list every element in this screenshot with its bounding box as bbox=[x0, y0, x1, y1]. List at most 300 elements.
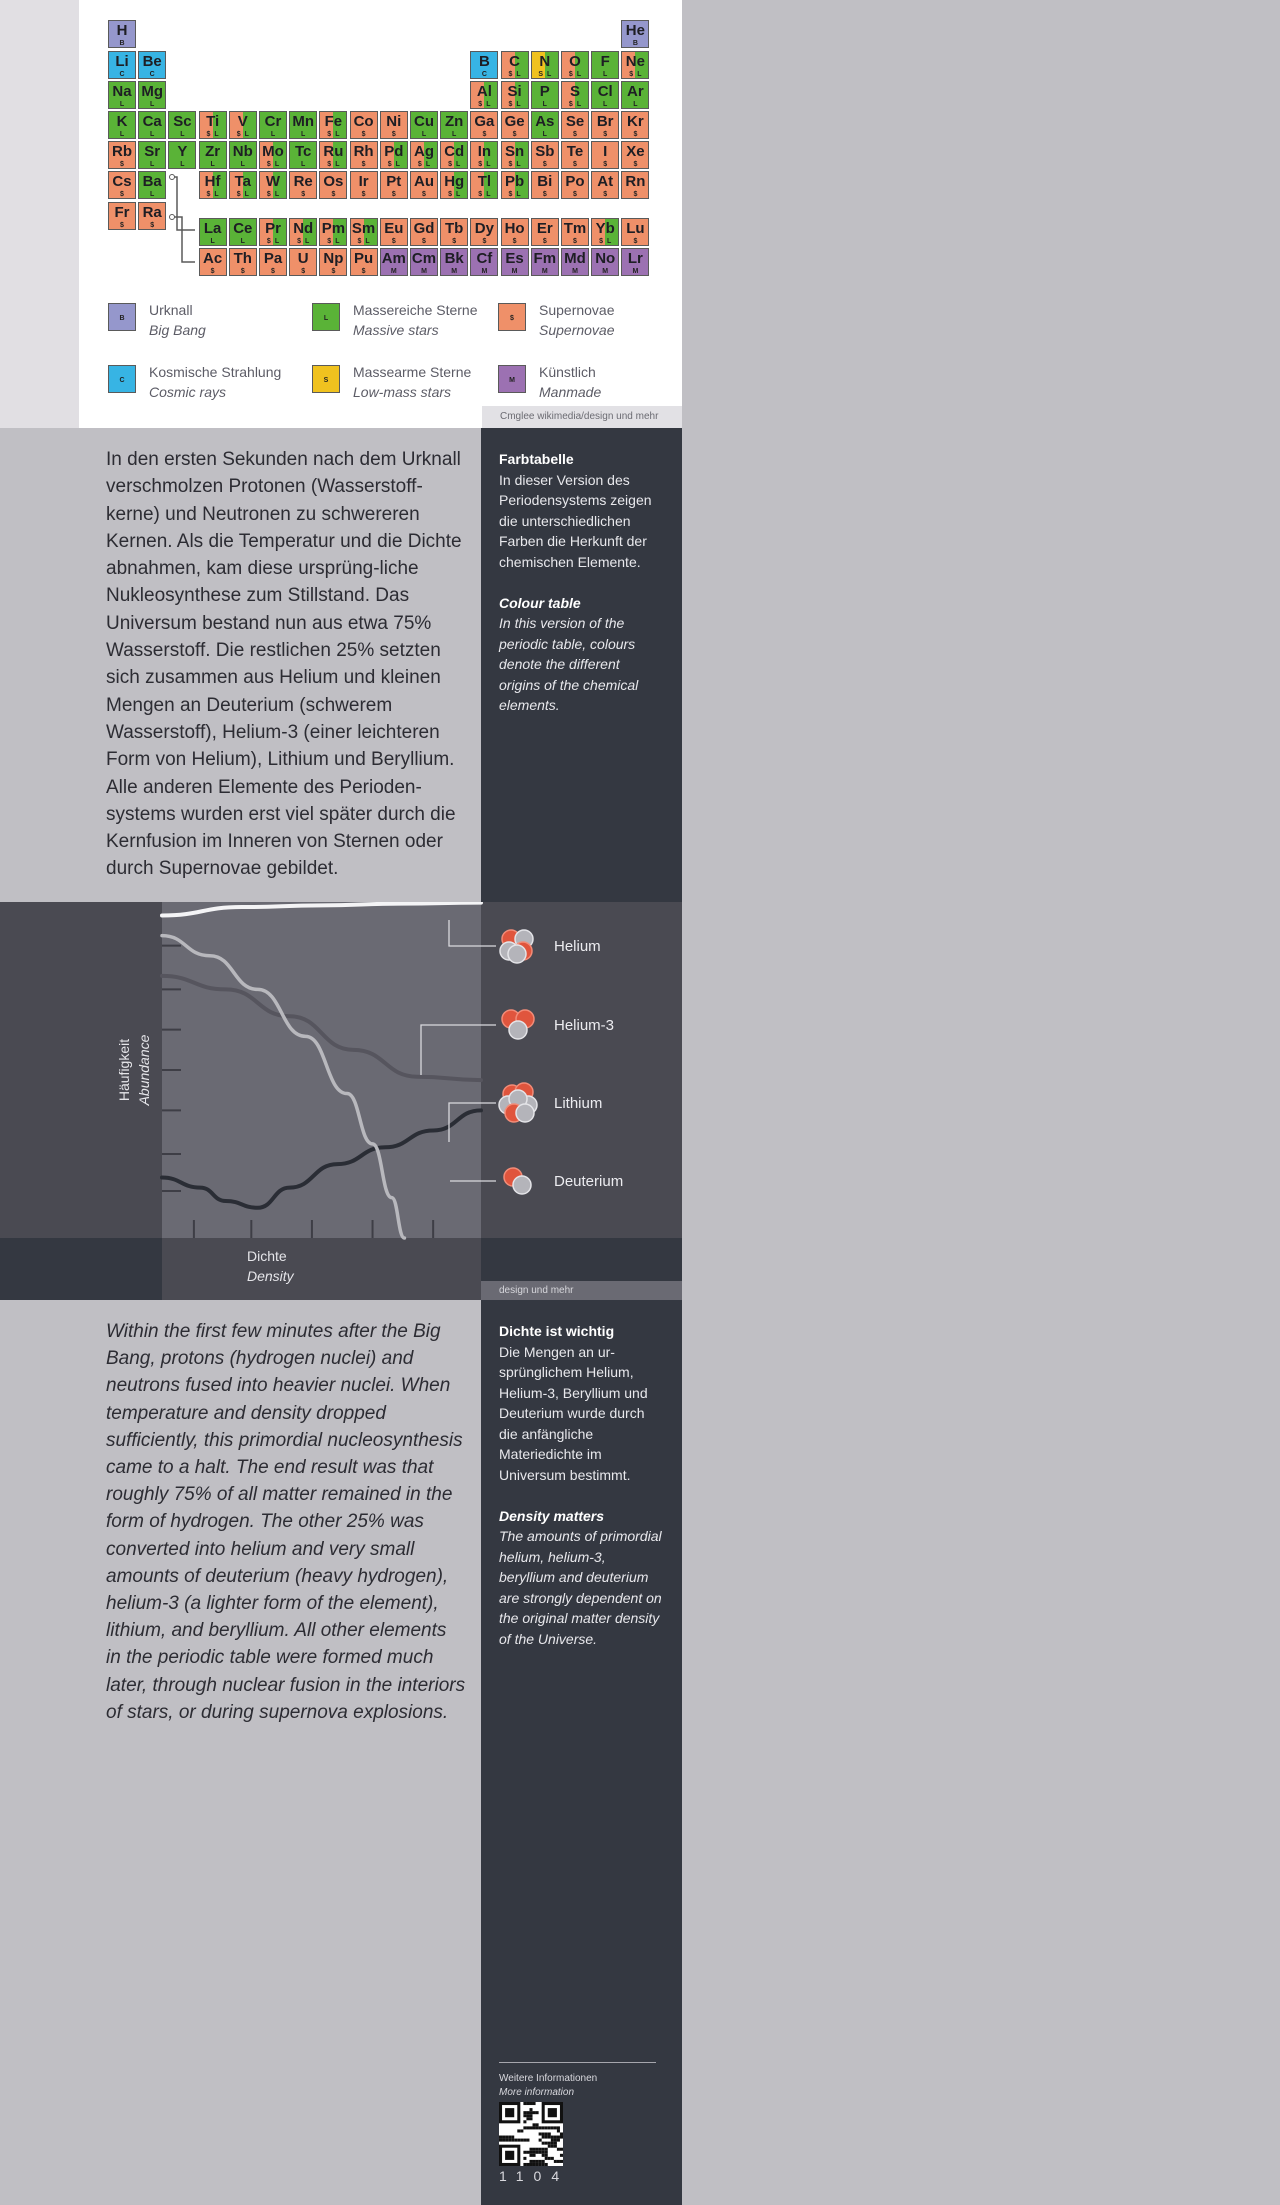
element-origin-codes: L bbox=[150, 161, 155, 168]
element-symbol: Nb bbox=[232, 143, 253, 160]
element-au bbox=[410, 171, 438, 199]
element-symbol: Tm bbox=[563, 220, 587, 237]
element-symbol: Md bbox=[564, 250, 586, 267]
element-tm bbox=[561, 218, 589, 246]
element-cf bbox=[470, 248, 498, 276]
element-ce bbox=[229, 218, 257, 246]
element-origin-codes: L bbox=[542, 101, 547, 108]
element-u bbox=[289, 248, 317, 276]
element-th bbox=[229, 248, 257, 276]
element-origin-codes: L bbox=[603, 101, 608, 108]
element-he bbox=[621, 20, 649, 48]
element-na bbox=[108, 81, 136, 109]
element-origin-codes: $ bbox=[512, 131, 517, 138]
element-symbol: Y bbox=[177, 143, 188, 160]
element-fm bbox=[531, 248, 559, 276]
element-rh bbox=[350, 141, 378, 169]
element-symbol: Rb bbox=[112, 143, 132, 160]
element-sb bbox=[531, 141, 559, 169]
element-symbol: Ru bbox=[323, 143, 344, 160]
element-symbol: Pa bbox=[263, 250, 283, 267]
table-credit: Cmglee wikimedia/design und mehr bbox=[482, 406, 682, 428]
element-origin-codes: $ L bbox=[206, 131, 219, 138]
element-symbol: Po bbox=[565, 173, 585, 190]
element-symbol: Br bbox=[596, 113, 614, 130]
element-symbol: Sn bbox=[505, 143, 525, 160]
element-origin-codes: $ L bbox=[266, 161, 280, 168]
legend-label: Supernovae Supernovae bbox=[539, 302, 615, 338]
sidebar2-text-en: The amounts of primordial helium, helium-3, beryllium and deuterium are strongly dependent on the original matter density of the Universe. bbox=[499, 1528, 662, 1647]
element-symbol: Pm bbox=[321, 220, 346, 237]
element-mn bbox=[289, 111, 317, 139]
element-ir bbox=[350, 171, 378, 199]
element-origin-codes: $ L bbox=[508, 101, 521, 108]
element-symbol: Nd bbox=[293, 220, 314, 237]
element-origin-codes: $ bbox=[482, 131, 487, 138]
element-origin-codes: $ L bbox=[417, 161, 431, 168]
element-origin-codes: $ bbox=[603, 161, 608, 168]
element-origin-codes: $ bbox=[391, 238, 396, 245]
element-origin-codes: L bbox=[633, 101, 638, 108]
element-origin-codes: L bbox=[210, 161, 215, 168]
element-origin-codes: $ bbox=[301, 191, 306, 198]
legend-label: Kosmische Strahlung Cosmic rays bbox=[149, 364, 282, 400]
element-symbol: B bbox=[478, 53, 490, 70]
element-lu bbox=[621, 218, 649, 246]
element-symbol: Mo bbox=[262, 143, 284, 160]
element-origin-codes: B bbox=[632, 40, 638, 47]
element-symbol: Fe bbox=[324, 113, 343, 130]
element-symbol: Sb bbox=[535, 143, 555, 160]
element-origin-codes: C bbox=[119, 71, 125, 78]
element-symbol: In bbox=[477, 143, 492, 160]
element-symbol: Ra bbox=[142, 204, 162, 221]
element-symbol: U bbox=[297, 250, 309, 267]
element-origin-codes: $ L bbox=[448, 161, 461, 168]
element-origin-codes: $ bbox=[301, 268, 306, 275]
x-axis-label-de: Dichte bbox=[247, 1248, 287, 1264]
element-cs bbox=[108, 171, 136, 199]
element-origin-codes: $ bbox=[512, 238, 517, 245]
more-info-en: More information bbox=[499, 2087, 575, 2098]
element-origin-codes: $ bbox=[120, 161, 124, 168]
element-symbol: No bbox=[595, 250, 616, 267]
element-symbol: La bbox=[203, 220, 222, 237]
element-symbol: I bbox=[603, 143, 608, 160]
element-symbol: Pd bbox=[384, 143, 404, 160]
element-symbol: Pb bbox=[505, 173, 525, 190]
element-symbol: Hg bbox=[444, 173, 465, 190]
element-fe bbox=[319, 111, 347, 139]
element-symbol: Cr bbox=[264, 113, 282, 130]
element-origin-codes: $ bbox=[361, 161, 366, 168]
element-origin-codes: $ bbox=[542, 191, 547, 198]
element-origin-codes: $ L bbox=[448, 191, 461, 198]
sidebar-colour-table bbox=[499, 449, 664, 716]
element-symbol: Al bbox=[476, 83, 492, 100]
element-pt bbox=[380, 171, 408, 199]
element-la bbox=[199, 218, 227, 246]
element-origin-codes: $ bbox=[573, 191, 577, 198]
element-origin-codes: $ bbox=[120, 191, 124, 198]
element-origin-codes: M bbox=[541, 268, 548, 275]
element-mg bbox=[138, 81, 166, 109]
element-origin-codes: $ bbox=[271, 268, 275, 275]
element-origin-codes: $ L bbox=[387, 161, 400, 168]
element-nb bbox=[229, 141, 257, 169]
sidebar-density bbox=[499, 1321, 664, 1649]
element-origin-codes: L bbox=[119, 101, 125, 108]
element-origin-codes: L bbox=[301, 131, 306, 138]
element-se bbox=[561, 111, 589, 139]
element-ne bbox=[621, 51, 649, 79]
neutron bbox=[513, 1176, 531, 1194]
element-am bbox=[380, 248, 408, 276]
element-symbol: He bbox=[625, 22, 645, 39]
label-panel-base bbox=[481, 1238, 682, 1281]
sidebar-text-en: In this version of the periodic table, colours denote the different origins of the chemical elements. bbox=[499, 615, 639, 713]
element-symbol: Cu bbox=[414, 113, 434, 130]
element-be bbox=[138, 51, 166, 79]
element-pb bbox=[501, 171, 529, 199]
element-in bbox=[470, 141, 498, 169]
chart-credit: design und mehr bbox=[481, 1281, 682, 1300]
element-origin-codes: L bbox=[150, 191, 155, 198]
legend-label: Urknall Big Bang bbox=[149, 302, 206, 338]
element-origin-codes: L bbox=[421, 131, 427, 138]
element-k bbox=[108, 111, 136, 139]
element-hf bbox=[199, 171, 227, 199]
element-symbol: C bbox=[509, 53, 521, 70]
element-symbol: Re bbox=[293, 173, 313, 190]
element-pr bbox=[259, 218, 287, 246]
legend-swatch: L bbox=[312, 303, 340, 331]
neutron bbox=[508, 945, 526, 963]
element-symbol: Mg bbox=[141, 83, 164, 100]
element-origin-codes: $ bbox=[603, 131, 608, 138]
element-origin-codes: $ bbox=[542, 238, 547, 245]
element-origin-codes: $ bbox=[422, 238, 426, 245]
element-symbol: Ni bbox=[386, 113, 402, 130]
element-symbol: Ca bbox=[142, 113, 162, 130]
element-origin-codes: L bbox=[542, 131, 547, 138]
element-cr bbox=[259, 111, 287, 139]
exhibit-code: 1104 bbox=[499, 2168, 570, 2184]
element-sn bbox=[501, 141, 529, 169]
element-origin-codes: $ L bbox=[508, 161, 521, 168]
element-kr bbox=[621, 111, 649, 139]
qr-code-icon[interactable] bbox=[499, 2102, 563, 2166]
element-symbol: Cs bbox=[112, 173, 132, 190]
element-symbol: Zn bbox=[445, 113, 464, 130]
element-origin-codes: $ bbox=[120, 222, 124, 229]
curve-label-2: Lithium bbox=[554, 1095, 603, 1112]
element-dy bbox=[470, 218, 498, 246]
element-symbol: O bbox=[569, 53, 581, 70]
element-origin-codes: $ bbox=[633, 191, 638, 198]
element-as bbox=[531, 111, 559, 139]
element-origin-codes: L bbox=[180, 161, 185, 168]
element-symbol: Eu bbox=[384, 220, 404, 237]
legend-label: Massereiche Sterne Massive stars bbox=[353, 302, 478, 338]
element-v bbox=[229, 111, 257, 139]
element-symbol: Be bbox=[142, 53, 162, 70]
element-ba bbox=[138, 171, 166, 199]
element-origin-codes: $ bbox=[452, 238, 457, 245]
abundance-chart bbox=[0, 902, 682, 1300]
element-symbol: Tb bbox=[445, 220, 464, 237]
element-origin-codes: $ bbox=[361, 268, 366, 275]
sidebar-title-de: Farbtabelle bbox=[499, 451, 574, 467]
element-symbol: Bk bbox=[444, 250, 464, 267]
element-n bbox=[531, 51, 559, 79]
element-symbol: Sr bbox=[144, 143, 161, 160]
element-po bbox=[561, 171, 589, 199]
x-axis-label-en: Density bbox=[247, 1268, 294, 1284]
element-origin-codes: $ L bbox=[508, 71, 521, 78]
element-ra bbox=[138, 202, 166, 230]
element-xe bbox=[621, 141, 649, 169]
element-symbol: K bbox=[116, 113, 128, 130]
element-origin-codes: C bbox=[481, 71, 487, 78]
neutron bbox=[516, 1104, 534, 1122]
corner-panel bbox=[0, 1238, 162, 1300]
element-origin-codes: $ L bbox=[478, 191, 491, 198]
element-tc bbox=[289, 141, 317, 169]
element-pa bbox=[259, 248, 287, 276]
element-origin-codes: L bbox=[210, 238, 215, 245]
element-origin-codes: $ bbox=[633, 161, 638, 168]
element-symbol: Yb bbox=[595, 220, 615, 237]
element-symbol: F bbox=[600, 53, 610, 70]
element-symbol: Ta bbox=[234, 173, 251, 190]
element-origin-codes: $ L bbox=[266, 191, 280, 198]
element-symbol: Rn bbox=[625, 173, 646, 190]
element-origin-codes: $ bbox=[361, 131, 366, 138]
element-symbol: Xe bbox=[626, 143, 645, 160]
element-symbol: Mn bbox=[292, 113, 315, 130]
element-tl bbox=[470, 171, 498, 199]
element-symbol: Cl bbox=[597, 83, 613, 100]
element-h bbox=[108, 20, 136, 48]
element-symbol: Th bbox=[233, 250, 252, 267]
element-hg bbox=[440, 171, 468, 199]
legend-swatch: M bbox=[498, 365, 526, 393]
element-ac bbox=[199, 248, 227, 276]
sidebar2-title-en: Density matters bbox=[499, 1507, 605, 1524]
element-symbol: Bi bbox=[537, 173, 553, 190]
element-origin-codes: $ L bbox=[266, 238, 280, 245]
element-symbol: Cd bbox=[444, 143, 465, 160]
sidebar-text-de: In dieser Version des Periodensystems zeigen die unterschiedlichen Farben die Herkunft der chemischen Elemente. bbox=[499, 471, 652, 570]
element-ar bbox=[621, 81, 649, 109]
y-axis-label-de: Häufigkeit bbox=[116, 1038, 132, 1102]
element-rn bbox=[621, 171, 649, 199]
element-symbol: Li bbox=[115, 53, 129, 70]
element-origin-codes: $ bbox=[240, 268, 245, 275]
element-origin-codes: $ L bbox=[236, 191, 249, 198]
element-symbol: Co bbox=[353, 113, 374, 130]
element-symbol: Rh bbox=[353, 143, 374, 160]
element-symbol: V bbox=[237, 113, 248, 130]
element-symbol: Ho bbox=[504, 220, 525, 237]
element-bk bbox=[440, 248, 468, 276]
legend-swatch: C bbox=[108, 365, 136, 393]
element-origin-codes: $ bbox=[482, 238, 487, 245]
element-origin-codes: L bbox=[150, 131, 155, 138]
element-o bbox=[561, 51, 589, 79]
element-pu bbox=[350, 248, 378, 276]
curve-label-0: Helium bbox=[554, 938, 601, 955]
element-symbol: Pt bbox=[386, 173, 402, 190]
element-cl bbox=[591, 81, 619, 109]
element-lr bbox=[621, 248, 649, 276]
element-symbol: Fm bbox=[533, 250, 557, 267]
element-c bbox=[501, 51, 529, 79]
element-origin-codes: $ L bbox=[508, 191, 521, 198]
element-zn bbox=[440, 111, 468, 139]
element-origin-codes: M bbox=[481, 268, 488, 275]
element-origin-codes: M bbox=[511, 268, 518, 275]
x-axis-panel bbox=[162, 1238, 481, 1300]
more-information bbox=[499, 2062, 656, 2100]
element-br bbox=[591, 111, 619, 139]
element-origin-codes: $ L bbox=[206, 191, 219, 198]
element-origin-codes: $ bbox=[573, 131, 577, 138]
element-origin-codes: $ L bbox=[236, 131, 249, 138]
element-md bbox=[561, 248, 589, 276]
element-symbol: Ne bbox=[625, 53, 645, 70]
element-symbol: Es bbox=[505, 250, 524, 267]
element-ga bbox=[470, 111, 498, 139]
element-ag bbox=[410, 141, 438, 169]
element-symbol: Ac bbox=[203, 250, 223, 267]
element-origin-codes: S L bbox=[538, 71, 552, 78]
element-ho bbox=[501, 218, 529, 246]
element-origin-codes: M bbox=[572, 268, 578, 275]
element-cm bbox=[410, 248, 438, 276]
element-tb bbox=[440, 218, 468, 246]
element-origin-codes: $ L bbox=[297, 238, 310, 245]
element-ti bbox=[199, 111, 227, 139]
element-ni bbox=[380, 111, 408, 139]
element-symbol: Gd bbox=[413, 220, 435, 237]
element-origin-codes: $ L bbox=[478, 101, 491, 108]
element-w bbox=[259, 171, 287, 199]
element-origin-codes: L bbox=[240, 238, 245, 245]
sidebar-title-en: Colour table bbox=[499, 594, 581, 611]
element-symbol: Ge bbox=[504, 113, 525, 130]
element-sc bbox=[168, 111, 196, 139]
element-origin-codes: $ L bbox=[629, 71, 642, 78]
element-s bbox=[561, 81, 589, 109]
periodic-table bbox=[0, 0, 1280, 300]
element-origin-codes: $ L bbox=[568, 71, 582, 78]
curve-label-3: Deuterium bbox=[554, 1173, 624, 1190]
element-cu bbox=[410, 111, 438, 139]
element-symbol: Ba bbox=[142, 173, 162, 190]
more-info-de: Weitere Informationen bbox=[499, 2073, 598, 2084]
element-sr bbox=[138, 141, 166, 169]
element-origin-codes: $ bbox=[573, 161, 577, 168]
element-fr bbox=[108, 202, 136, 230]
plot-area bbox=[162, 902, 481, 1238]
element-symbol: Os bbox=[323, 173, 344, 190]
element-symbol: At bbox=[597, 173, 614, 190]
element-bi bbox=[531, 171, 559, 199]
curve-label-1: Helium-3 bbox=[554, 1017, 615, 1034]
element-symbol: Te bbox=[566, 143, 584, 160]
element-symbol: Na bbox=[112, 83, 132, 100]
element-nd bbox=[289, 218, 317, 246]
element-rb bbox=[108, 141, 136, 169]
element-ru bbox=[319, 141, 347, 169]
element-origin-codes: $ L bbox=[327, 161, 340, 168]
element-origin-codes: $ L bbox=[568, 101, 582, 108]
element-origin-codes: L bbox=[301, 161, 306, 168]
element-symbol: Ir bbox=[358, 173, 369, 190]
legend-label: Massearme Sterne Low-mass stars bbox=[353, 364, 472, 400]
element-yb bbox=[591, 218, 619, 246]
legend-swatch: S bbox=[312, 365, 340, 393]
element-symbol: Dy bbox=[474, 220, 494, 237]
element-ge bbox=[501, 111, 529, 139]
element-p bbox=[531, 81, 559, 109]
element-ca bbox=[138, 111, 166, 139]
element-ta bbox=[229, 171, 257, 199]
element-pd bbox=[380, 141, 408, 169]
body-text-german: In den ersten Sekunden nach dem Urknall verschmolzen Protonen (Wasserstoff-kerne) und Neutronen zu schwereren Kernen. Als die Temperatur und die Dichte abnahmen, kam diese ursprüng-liche Nukleosynthese zum Stillstand. Das Universum bestand nun aus etwa 75% Wasserstoff. Die restlichen 25% setzten sich zusammen aus Helium und kleinen Mengen an Deuterium (schwerem Wasserstoff), Helium-3 (einer leichteren Form von Helium), Lithium und Beryllium. Alle anderen Elemente des Perioden-systems wurden erst viel später durch die Kernfusion im Inneren von Sternen oder durch Supernovae gebildet. bbox=[106, 449, 462, 880]
legend-swatch: $ bbox=[498, 303, 526, 331]
element-symbol: Lr bbox=[627, 250, 643, 267]
element-mo bbox=[259, 141, 287, 169]
element-symbol: Pr bbox=[265, 220, 281, 237]
element-symbol: Au bbox=[414, 173, 434, 190]
element-symbol: S bbox=[569, 83, 580, 100]
element-origin-codes: $ bbox=[361, 191, 366, 198]
element-origin-codes: $ bbox=[422, 191, 426, 198]
element-origin-codes: $ L bbox=[478, 161, 491, 168]
element-origin-codes: $ bbox=[633, 131, 638, 138]
element-origin-codes: L bbox=[119, 131, 125, 138]
element-symbol: Kr bbox=[627, 113, 644, 130]
element-origin-codes: $ bbox=[331, 268, 336, 275]
legend-label: Künstlich Manmade bbox=[539, 364, 602, 400]
element-cd bbox=[440, 141, 468, 169]
element-origin-codes: L bbox=[452, 131, 457, 138]
element-origin-codes: $ bbox=[573, 238, 577, 245]
element-symbol: Si bbox=[507, 83, 522, 100]
element-te bbox=[561, 141, 589, 169]
element-gd bbox=[410, 218, 438, 246]
element-origin-codes: M bbox=[632, 268, 639, 275]
element-symbol: P bbox=[539, 83, 550, 100]
element-origin-codes: L bbox=[240, 161, 245, 168]
abundance-chart-svg bbox=[0, 902, 682, 1300]
element-symbol: Hf bbox=[204, 173, 221, 190]
element-origin-codes: M bbox=[602, 268, 609, 275]
element-symbol: Cm bbox=[411, 250, 437, 267]
element-symbol: Ga bbox=[474, 113, 495, 130]
element-zr bbox=[199, 141, 227, 169]
element-symbol: Tl bbox=[477, 173, 492, 190]
element-symbol: Np bbox=[323, 250, 344, 267]
element-symbol: Tc bbox=[294, 143, 312, 160]
element-origin-codes: $ bbox=[542, 161, 547, 168]
element-al bbox=[470, 81, 498, 109]
neutron bbox=[509, 1021, 527, 1039]
element-origin-codes: L bbox=[180, 131, 185, 138]
